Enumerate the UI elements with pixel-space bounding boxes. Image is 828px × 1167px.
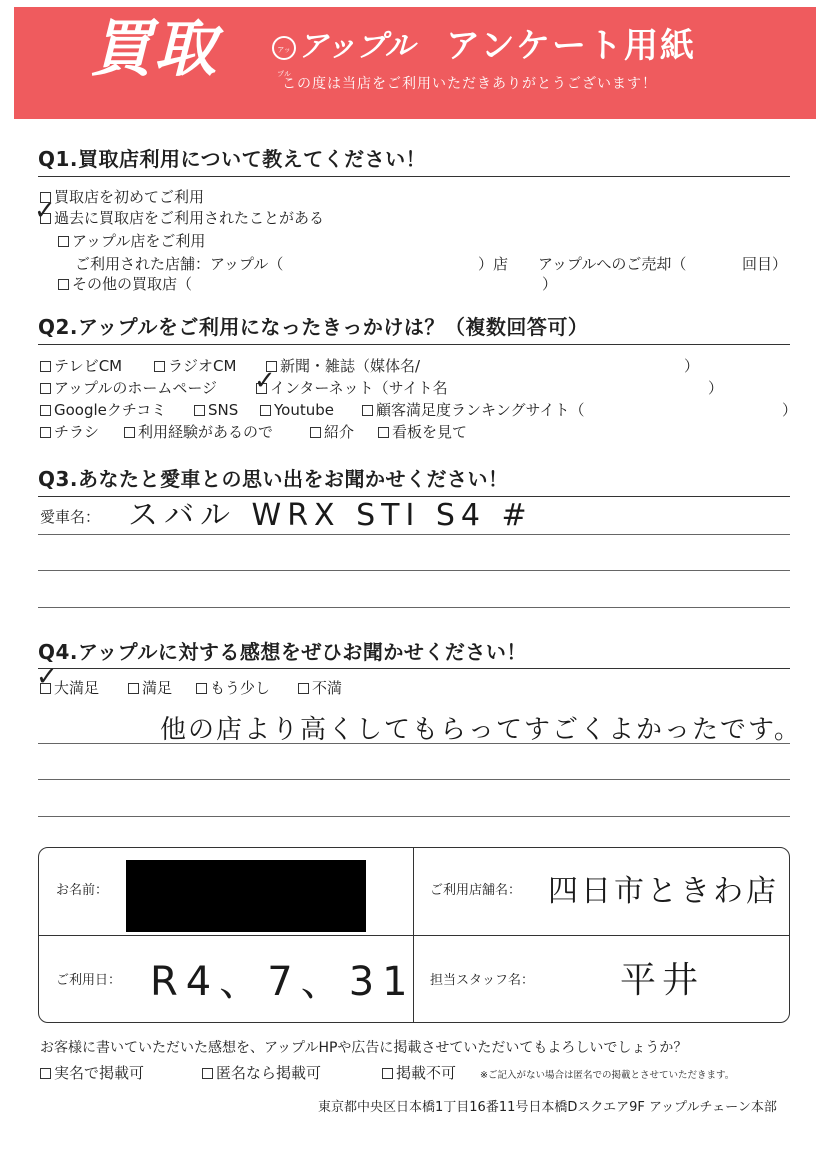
consent-real-name[interactable]	[40, 1063, 144, 1083]
q2-option-experience[interactable]	[124, 422, 273, 442]
checkbox[interactable]	[298, 683, 309, 694]
checkbox[interactable]	[40, 405, 51, 416]
q1-option-other[interactable]	[58, 274, 192, 294]
name-redaction	[126, 860, 366, 932]
car-name-label: 愛車名：	[40, 508, 101, 526]
checkbox[interactable]	[58, 236, 69, 247]
q1-divider	[38, 176, 790, 177]
option-label: テレビCM	[54, 357, 123, 375]
staff-name-label: 担当スタッフ名：	[430, 973, 535, 988]
q1-sale-count-label: アップルへのご売却（	[538, 255, 687, 273]
q2-newspaper-close: ）	[684, 357, 700, 375]
option-label: 不満	[312, 679, 343, 697]
q2-option-tv[interactable]	[40, 356, 122, 376]
page-title: アンケート用紙	[446, 26, 696, 66]
checkbox[interactable]	[40, 361, 51, 372]
option-label: もう少し	[210, 679, 271, 697]
page-subtitle: この度は当店をご利用いただきありがとうございます！	[282, 76, 657, 92]
write-line	[38, 570, 790, 571]
option-label: Googleクチコミ	[54, 401, 167, 419]
option-label: SNS	[208, 401, 239, 419]
q4-option-satisfied[interactable]	[128, 678, 172, 698]
checkbox[interactable]	[154, 361, 165, 372]
checkbox[interactable]	[58, 279, 69, 290]
q2-option-google[interactable]	[40, 400, 166, 420]
q2-option-referral[interactable]	[310, 422, 354, 442]
q1-store-suffix: ）店	[478, 255, 509, 273]
q2-option-flyer[interactable]	[40, 422, 99, 442]
checkbox[interactable]	[378, 427, 389, 438]
checkbox[interactable]	[196, 683, 207, 694]
checkbox[interactable]	[202, 1068, 213, 1079]
consent-note: ※ご記入がない場合は匿名での掲載とさせていただきます。	[480, 1070, 735, 1081]
q2-option-homepage[interactable]	[40, 378, 217, 398]
q3-heading: Q3.あなたと愛車との思い出をお聞かせください！	[38, 467, 509, 491]
write-line	[38, 534, 790, 535]
staff-name-value: 平井	[620, 960, 705, 1001]
q2-option-sns[interactable]	[194, 400, 238, 420]
consent-anonymous[interactable]	[202, 1063, 321, 1083]
date-label: ご利用日：	[56, 973, 122, 988]
q2-option-newspaper[interactable]	[266, 356, 420, 376]
q1-heading: Q1.買取店利用について教えてください！	[38, 147, 427, 171]
q2-option-youtube[interactable]	[260, 400, 334, 420]
q2-heading: Q2.アップルをご利用になったきっかけは？（複数回答可）	[38, 315, 589, 339]
checkbox[interactable]	[124, 427, 135, 438]
option-label: 満足	[142, 679, 173, 697]
option-label: 紹介	[324, 423, 355, 441]
q1-option-past[interactable]	[40, 208, 324, 228]
option-label: インターネット（サイト名	[270, 379, 448, 397]
check-mark-icon: ✓	[36, 662, 58, 692]
option-label: その他の買取店（	[72, 275, 193, 293]
q4-heading: Q4.アップルに対する感想をぜひお聞かせください！	[38, 640, 527, 664]
write-line	[38, 607, 790, 608]
option-label: アップルのホームページ	[54, 379, 218, 397]
option-label: 掲載不可	[396, 1064, 457, 1082]
kaitori-logo: 買取	[90, 12, 219, 85]
q2-option-ranking[interactable]	[362, 400, 585, 420]
comment-text: 他の店より高くしてもらってすごくよかったです。	[160, 715, 802, 745]
q2-option-radio[interactable]	[154, 356, 236, 376]
option-label: 実名で掲載可	[54, 1064, 145, 1082]
store-name-label: ご利用店舗名：	[430, 883, 522, 898]
car-name-value: スバル WRX STI S4 #	[128, 498, 533, 533]
checkbox[interactable]	[260, 405, 271, 416]
q1-option-first[interactable]	[40, 187, 204, 207]
brand-name: アップル	[298, 29, 415, 64]
option-label: 看板を見て	[392, 423, 468, 441]
checkbox[interactable]	[40, 1068, 51, 1079]
write-line	[38, 816, 790, 817]
option-label: 顧客満足度ランキングサイト（	[376, 401, 585, 419]
q2-option-signboard[interactable]	[378, 422, 467, 442]
checkbox[interactable]	[382, 1068, 393, 1079]
consent-question: お客様に書いていただいた感想を、アップルHPや広告に掲載させていただいてもよろしいでしょうか？	[40, 1040, 688, 1056]
consent-not-allowed[interactable]	[382, 1063, 456, 1083]
q1-sale-count-suffix: 回目）	[742, 255, 788, 273]
option-label: 過去に買取店をご利用されたことがある	[54, 209, 325, 227]
option-label: 新聞・雑誌（媒体名/	[280, 357, 421, 375]
option-label: ラジオCM	[168, 357, 237, 375]
option-label: 大満足	[54, 679, 100, 697]
option-label: アップル店をご利用	[72, 232, 206, 250]
name-label: お名前：	[56, 883, 109, 898]
store-name-value: 四日市ときわ店	[548, 874, 779, 909]
option-label: 匿名なら掲載可	[216, 1064, 322, 1082]
check-mark-icon: ✓	[34, 196, 56, 226]
q2-option-internet[interactable]	[256, 378, 448, 398]
checkbox[interactable]	[194, 405, 205, 416]
option-label: 買取店を初めてご利用	[54, 188, 205, 206]
q4-divider	[38, 668, 790, 669]
checkbox[interactable]	[40, 383, 51, 394]
q4-option-little-more[interactable]	[196, 678, 270, 698]
option-label: Youtube	[274, 401, 334, 419]
footer-address: 東京都中央区日本橋1丁目16番11号日本橋Dスクエア9F アップルチェーン本部	[318, 1100, 777, 1115]
date-value: R4、7、31	[150, 959, 416, 1005]
q1-option-apple[interactable]	[58, 231, 205, 251]
q1-store-label: ご利用された店舗：アップル（	[75, 255, 284, 273]
apple-logo-icon: アップル	[272, 36, 296, 60]
checkbox[interactable]	[310, 427, 321, 438]
q4-option-dissatisfied[interactable]	[298, 678, 342, 698]
checkbox[interactable]	[362, 405, 373, 416]
check-mark-icon: ✓	[254, 366, 276, 396]
q2-ranking-close: ）	[782, 401, 798, 419]
q1-option-other-close: ）	[542, 275, 558, 293]
write-line	[38, 743, 790, 744]
checkbox[interactable]	[128, 683, 139, 694]
checkbox[interactable]	[40, 427, 51, 438]
box-divider-horizontal	[38, 935, 790, 936]
q2-internet-close: ）	[708, 379, 724, 397]
option-label: 利用経験があるので	[138, 423, 274, 441]
option-label: チラシ	[54, 423, 100, 441]
q2-divider	[38, 344, 790, 345]
write-line	[38, 779, 790, 780]
